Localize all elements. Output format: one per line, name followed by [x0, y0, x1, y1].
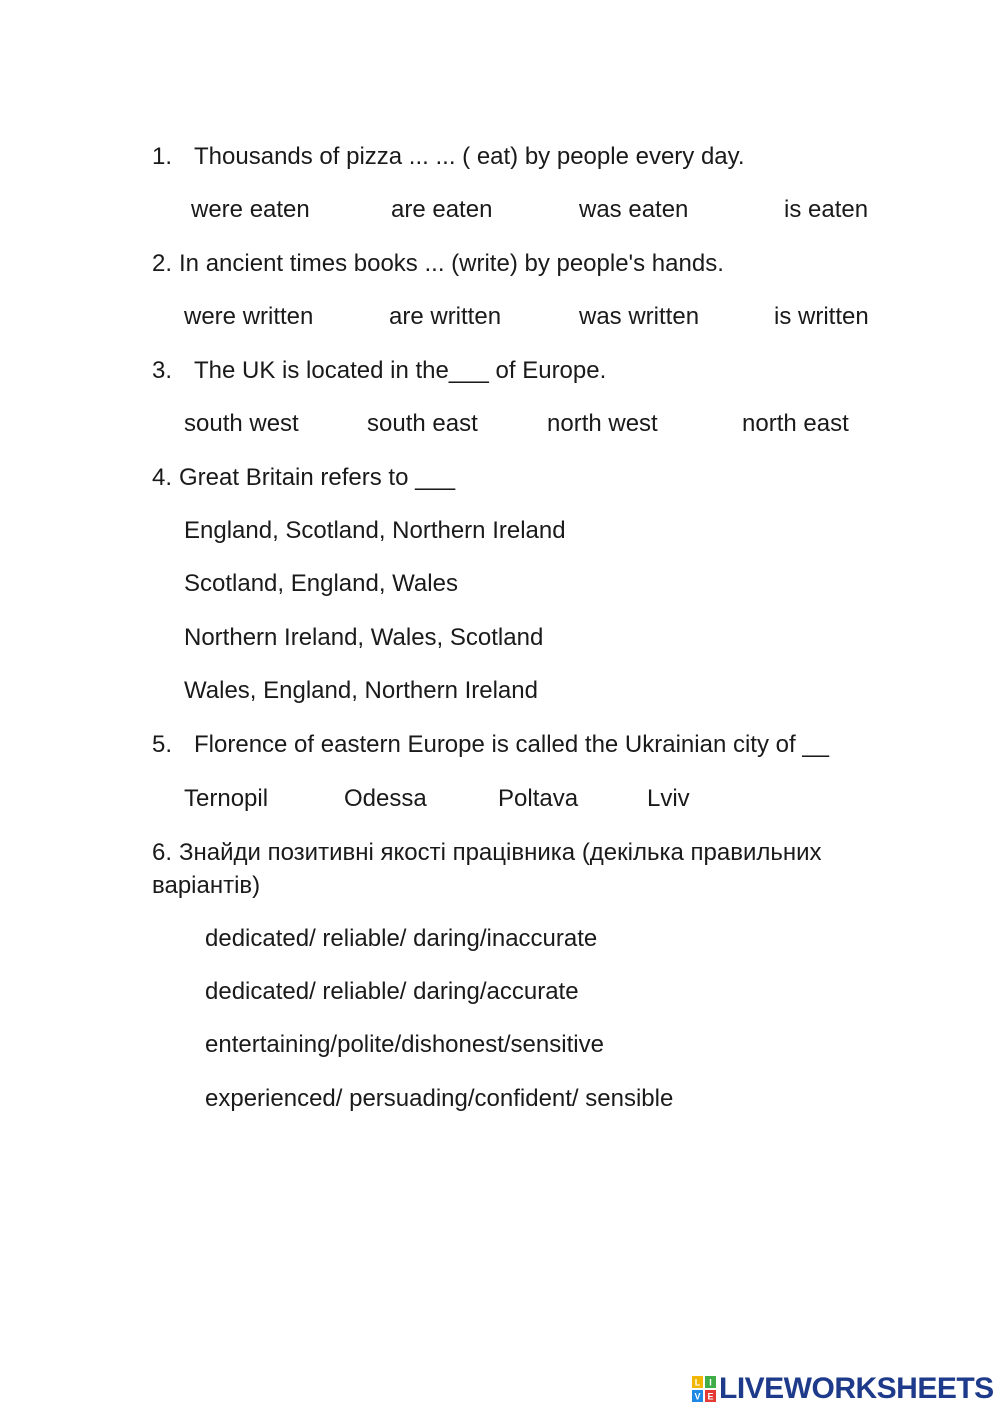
question-1-option-2[interactable]: are eaten — [391, 196, 493, 223]
question-4 — [152, 464, 455, 492]
question-4-option-3[interactable]: Northern Ireland, Wales, Scotland — [184, 624, 544, 651]
question-3-text: The UK is located in the___ of Europe. — [194, 357, 607, 384]
question-2 — [152, 250, 724, 278]
question-4-option-2[interactable]: Scotland, England, Wales — [184, 570, 458, 597]
question-5-text: Florence of eastern Europe is called the Ukrainian city of __ — [194, 731, 830, 758]
liveworksheets-logo-text: LIVEWORKSHEETS — [719, 1372, 994, 1405]
question-4-option-1[interactable]: England, Scotland, Northern Ireland — [184, 517, 566, 544]
question-3-option-1[interactable]: south west — [184, 410, 299, 437]
question-3-number: 3. — [152, 357, 173, 384]
question-1-number: 1. — [152, 143, 173, 170]
question-4-text: Great Britain refers to ___ — [179, 464, 456, 491]
question-2-option-3[interactable]: was written — [579, 303, 700, 330]
question-5-option-3[interactable]: Poltava — [498, 785, 579, 812]
question-5-option-1[interactable]: Ternopil — [184, 785, 269, 812]
question-1 — [152, 143, 745, 171]
logo-mark-letter-4: E — [707, 1391, 714, 1402]
question-5-option-2[interactable]: Odessa — [344, 785, 427, 812]
question-2-option-4[interactable]: is written — [774, 303, 869, 330]
question-5-number: 5. — [152, 731, 173, 758]
question-3-option-2[interactable]: south east — [367, 410, 478, 437]
question-1-option-4[interactable]: is eaten — [784, 196, 869, 223]
question-6-text: Знайди позитивні якості працівника (декілька правильних варіантів) — [152, 839, 822, 899]
question-5-option-4[interactable]: Lviv — [647, 785, 690, 812]
liveworksheets-logo — [692, 1374, 994, 1404]
question-6-option-4[interactable]: experienced/ persuading/confident/ sensible — [205, 1085, 674, 1112]
question-4-option-4[interactable]: Wales, England, Northern Ireland — [184, 677, 538, 704]
logo-mark-letter-1: L — [694, 1377, 701, 1388]
question-6-option-3[interactable]: entertaining/polite/dishonest/sensitive — [205, 1031, 604, 1058]
question-2-number: 2. — [152, 250, 173, 277]
question-6-number: 6. — [152, 839, 173, 866]
question-2-option-1[interactable]: were written — [184, 303, 314, 330]
question-3-option-3[interactable]: north west — [547, 410, 658, 437]
question-1-option-1[interactable]: were eaten — [191, 196, 310, 223]
question-5 — [152, 731, 829, 759]
liveworksheets-logo-icon — [692, 1376, 716, 1402]
question-6-option-2[interactable]: dedicated/ reliable/ daring/accurate — [205, 978, 579, 1005]
logo-mark-letter-3: V — [694, 1391, 701, 1402]
question-2-option-2[interactable]: are written — [389, 303, 502, 330]
question-6-option-1[interactable]: dedicated/ reliable/ daring/inaccurate — [205, 925, 598, 952]
question-4-number: 4. — [152, 464, 173, 491]
question-2-text: In ancient times books ... (write) by people's hands. — [179, 250, 724, 277]
question-1-option-3[interactable]: was eaten — [579, 196, 689, 223]
logo-mark-letter-2: I — [709, 1377, 712, 1388]
question-1-text: Thousands of pizza ... ... ( eat) by people every day. — [194, 143, 745, 170]
question-6 — [152, 836, 872, 902]
question-3-option-4[interactable]: north east — [742, 410, 849, 437]
question-3 — [152, 357, 606, 385]
